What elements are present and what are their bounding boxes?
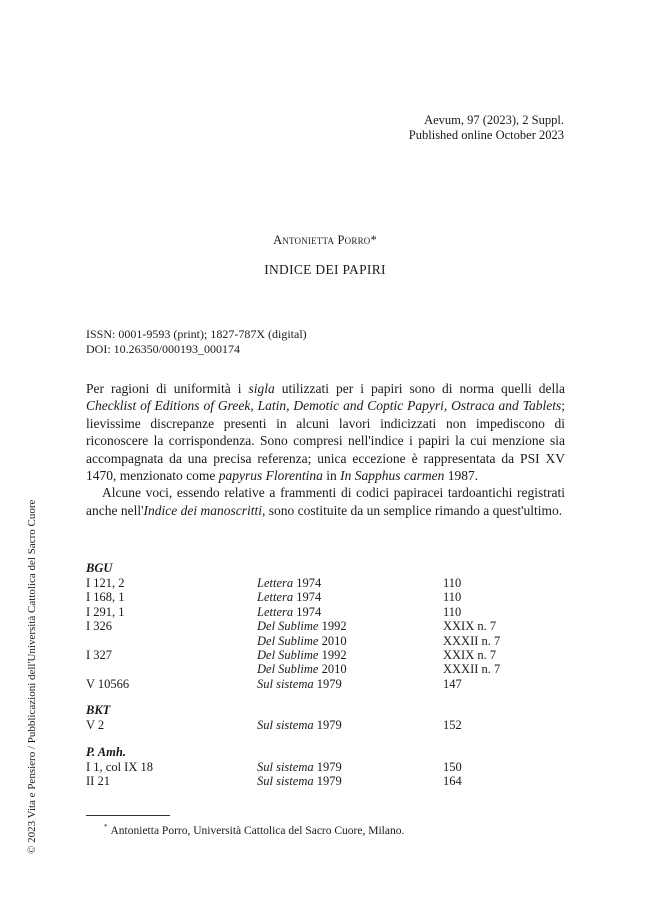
copyright-sidebar: © 2023 Vita e Pensiero / Pubblicazioni dell'Università Cattolica del Sacro Cuore [26,499,38,854]
collection-heading: P. Amh. [86,744,126,759]
index-row [86,605,566,619]
article-title: INDICE DEI PAPIRI [264,262,386,277]
papyrus-reference: I 168, 1 [86,590,125,605]
index-row [86,677,566,691]
work-citation [257,619,347,633]
paragraph-1 [86,380,565,484]
text-run: , sono costituite da un semplice rimando a quest'ultimo. [262,502,563,518]
index-row [86,576,566,590]
work-citation [257,774,342,788]
work-year: 1992 [321,647,347,662]
footnote [104,823,404,837]
page-reference: XXXII n. 7 [443,662,501,677]
text-run: utilizzati per i papiri sono di norma quelli della [274,381,565,396]
work-citation [257,634,347,648]
italic-text: Checklist of Editions of Greek, Latin, Demotic and Coptic Papyri, Ostraca and Tablets [86,398,562,414]
papyrus-reference: V 2 [86,718,105,733]
page-reference: 110 [443,604,462,619]
work-year: 1974 [296,604,322,619]
work-title: Lettera [257,590,294,605]
issn-line: ISSN: 0001-9593 (print); 1827-787X (digital) [86,327,307,341]
index-row [86,718,566,732]
work-title: Del Sublime [257,647,319,662]
index-row [86,619,566,633]
work-title: Del Sublime [257,662,319,677]
papyrus-reference: I 1, col IX 18 [86,759,153,774]
footnote-divider [86,815,170,816]
work-citation [257,662,347,676]
italic-text: sigla [248,381,275,396]
papyri-index [86,561,566,788]
index-row [86,662,566,676]
publication-date: Published online October 2023 [408,128,564,142]
work-title: Sul sistema [257,676,314,691]
journal-citation: Aevum, 97 (2023), 2 Suppl. [424,113,564,127]
text-run: Alcune voci, essendo relative a frammenti di codici papiracei tardoantichi registrati anche nell' [86,485,565,518]
index-row [86,634,566,648]
index-row [86,590,566,604]
work-year: 2010 [321,662,347,677]
italic-text: Indice dei manoscritti [143,502,263,518]
page-reference: XXIX n. 7 [443,619,497,634]
text-run: 1987. [444,468,479,484]
work-year: 1979 [316,676,342,691]
work-title: Del Sublime [257,633,319,648]
collection-heading: BKT [86,703,111,718]
introduction-text [86,380,565,519]
paragraph-2 [86,484,565,519]
work-year: 1974 [296,576,322,590]
papyrus-reference: I 121, 2 [86,576,125,590]
group-spacer [86,733,566,745]
journal-header [409,113,564,143]
page-reference: 150 [443,759,462,774]
work-title: Del Sublime [257,619,319,634]
index-row [86,648,566,662]
page-reference: 110 [443,590,462,605]
papyrus-reference: II 21 [86,773,110,788]
collection-heading: BGU [86,561,113,575]
work-year: 1979 [316,718,342,733]
papyrus-reference: I 327 [86,647,113,662]
work-citation [257,718,342,732]
italic-text: papyrus Florentina [218,468,323,484]
group-spacer [86,691,566,703]
page-reference: 110 [443,576,462,590]
page-reference: 164 [443,773,462,788]
doi-line: DOI: 10.26350/000193_000174 [86,341,240,356]
work-citation [257,677,342,691]
work-year: 2010 [321,633,347,648]
work-title: Sul sistema [257,759,314,774]
page-reference: XXXII n. 7 [443,633,501,648]
author-name: Antonietta Porro* [273,233,377,247]
papyrus-reference: V 10566 [86,676,130,691]
footnote-text: Antonietta Porro, Università Cattolica del Sacro Cuore, Milano. [110,825,405,837]
page-reference: 152 [443,718,462,733]
work-year: 1979 [316,773,342,788]
work-citation [257,760,342,774]
papyrus-reference: I 326 [86,619,113,634]
work-title: Sul sistema [257,773,314,788]
work-title: Lettera [257,604,294,619]
work-citation [257,576,321,590]
work-citation [257,648,347,662]
work-year: 1974 [296,590,322,605]
work-citation [257,605,321,619]
italic-text: In Sapphus carmen [340,468,445,484]
work-citation [257,590,321,604]
text-run: in [322,468,341,484]
page-reference: 147 [443,676,462,691]
work-title: Lettera [257,576,294,590]
work-year: 1992 [321,619,347,634]
index-row [86,774,566,788]
work-title: Sul sistema [257,718,314,733]
text-run: ; lievissime discrepanze presenti in alcuni lavori indicizzati non impediscono di riconoscere la corrispondenza. Sono compresi nell'indice i papiri la cui menzione sia accompagnata da una precisa referenza; unica eccezione è rappresentata da PSI XV 1470, menzionato come [86,398,565,484]
papyrus-reference: I 291, 1 [86,604,125,619]
index-row [86,760,566,774]
article-metadata [86,327,307,356]
footnote-mark: * [104,823,108,831]
text-run: Per ragioni di uniformità i [86,381,249,396]
page-reference: XXIX n. 7 [443,647,497,662]
work-year: 1979 [316,759,342,774]
